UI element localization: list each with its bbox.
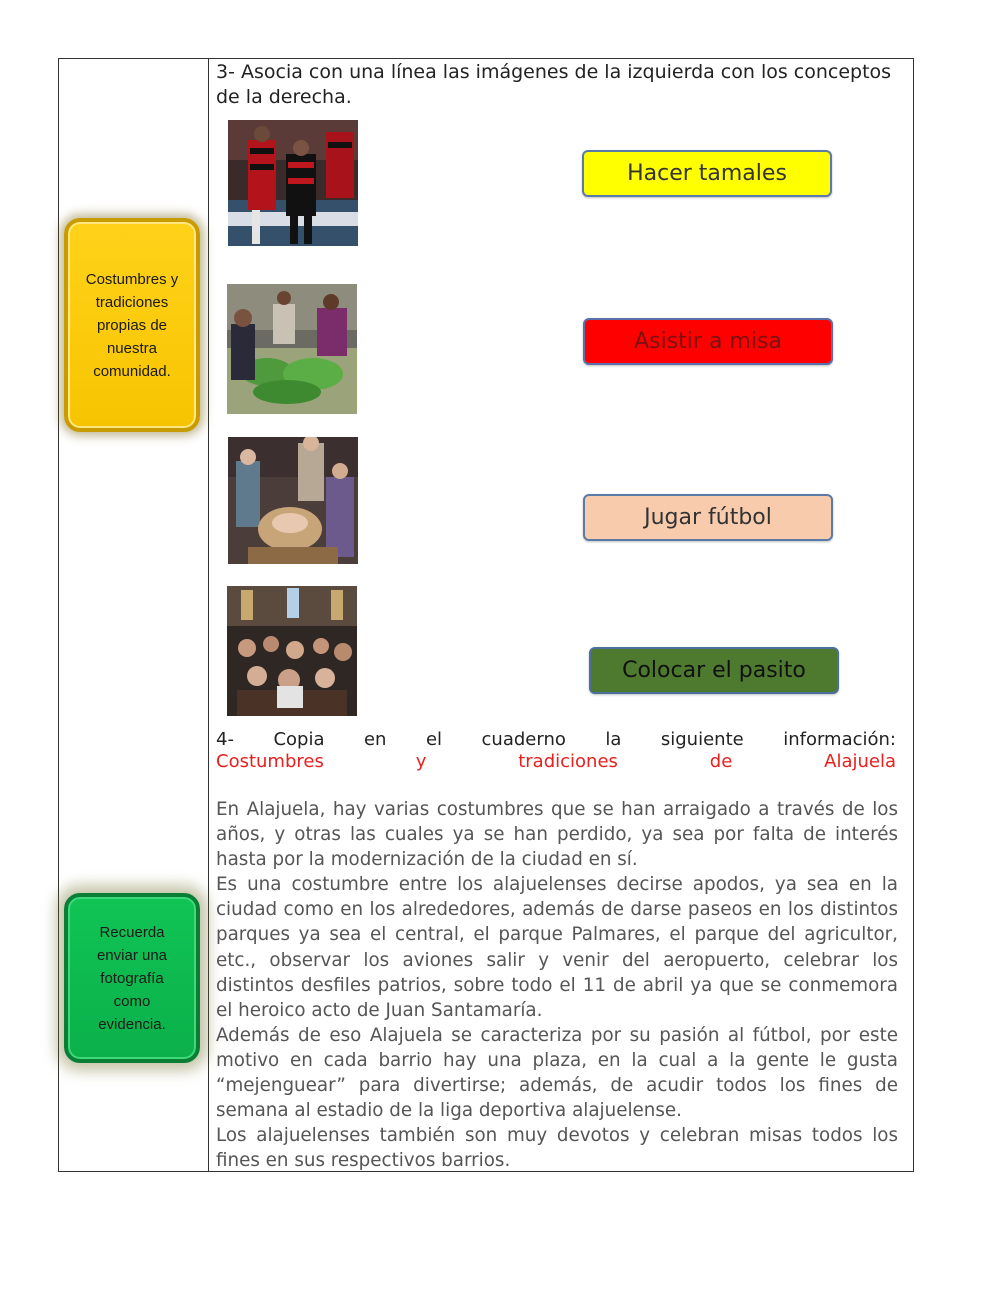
concept-colocar-el-pasito[interactable] <box>589 647 839 694</box>
paragraph: Es una costumbre entre los alajuelenses decirse apodos, ya sea en la ciudad como en los alrededores, además de darse paseos en los distintos parques ya sea el central, el parque Palmares, el parque del agricultor, etc., observar los aviones salir y venir del aeropuerto, celebrar los distintos desfiles patrios, sobre todo el 11 de abril ya que se conmemora el heroico acto de Juan Santamaría. <box>216 874 898 1021</box>
paragraph: Además de eso Alajuela se caracteriza por su pasión al fútbol, por este motivo en cada barrio hay una plaza, en la cual a la gente le gusta “mejenguear” para divertirse; además, de acudir todos los fines de semana al estadio de la liga deportiva alajuelense. <box>216 1024 898 1122</box>
column-divider <box>208 58 209 1172</box>
concept-asistir-a-misa[interactable] <box>583 318 833 365</box>
concept-hacer-tamales[interactable] <box>582 150 832 197</box>
photo-soccer-players[interactable] <box>228 120 358 246</box>
activity-4-instruction: 4- Copia en el cuaderno la siguiente información: <box>216 729 896 750</box>
concept-label: Asistir a misa <box>634 329 782 354</box>
topic-box <box>64 218 200 432</box>
topic-box-text: Costumbres y tradiciones propias de nuestra comunidad. <box>85 270 179 380</box>
activity-3-instruction: 3- Asocia con una línea las imágenes de la izquierda con los conceptos de la derecha. <box>216 61 892 108</box>
photo-making-tamales[interactable] <box>227 284 357 414</box>
paragraph: Los alajuelenses también son muy devotos y celebran misas todos los fines en sus respectivos barrios. <box>216 1125 898 1172</box>
activity-4-title: Costumbres y tradiciones de Alajuela <box>216 751 896 772</box>
concept-label: Colocar el pasito <box>622 658 806 683</box>
concept-label: Hacer tamales <box>627 161 787 186</box>
concept-jugar-futbol[interactable] <box>583 494 833 541</box>
reminder-box-text: Recuerda enviar una fotografía como evidencia. <box>96 923 168 1033</box>
photo-church-mass[interactable] <box>227 586 357 716</box>
concept-label: Jugar fútbol <box>644 505 772 530</box>
paragraph: En Alajuela, hay varias costumbres que se han arraigado a través de los años, y otras las cuales ya se han perdido, ya sea por falta de interés hasta por la modernización de la ciudad en sí. <box>216 799 898 871</box>
photo-nativity-scene[interactable] <box>228 437 358 564</box>
activity-4-body <box>216 797 898 1173</box>
reminder-box <box>64 893 200 1063</box>
